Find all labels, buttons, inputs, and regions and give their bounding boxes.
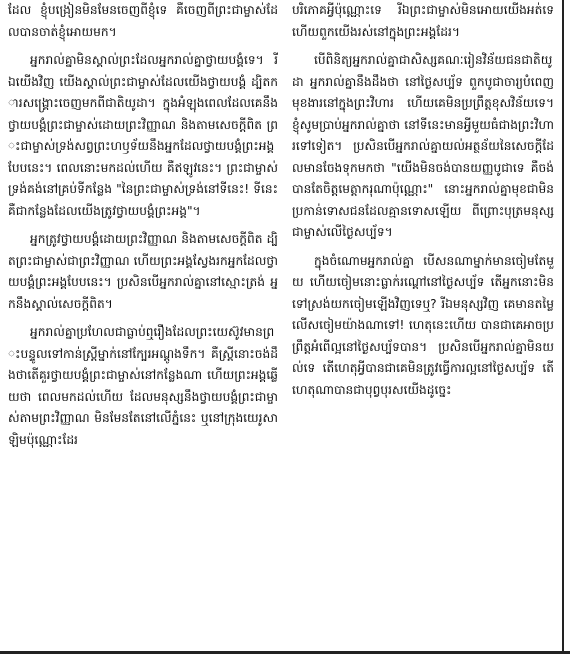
right-margin-rule <box>562 0 564 654</box>
paragraph: បរិភោគអ្វីប៉ុណ្ណោះទេ រីឯព្រះជាម្ចាស់មិនអោយយើងអត់ទេ ហើយពួកយើងរស់នៅក្នុងព្រះអង្គដែរ។ <box>292 3 554 39</box>
paragraph: អ្នករាល់គ្នាប្រហែលជាធ្លាប់ឮរឿងដែលព្រះយេស៊ូវមានព្រះបន្ទូលទៅកាន់ស្ត្រីម្នាក់នៅក្បែរអណ្ដូងទឹក។ គឺស្ត្រីនោះចង់ដឹងថាតើគួរថ្វាយបង្គំព្រះជាម្ចាស់នៅកន្លែងណា ហើយព្រះអង្គឆ្លើយថា ពេលមកដល់ហើយ ដែលមនុស្សនឹងថ្វាយបង្គំព្រះជាម្ចាស់តាមព្រះវិញ្ញាណ មិនមែនតែនៅលើភ្នំនេះ ឬនៅក្រុងយេរូសាឡិមប៉ុណ្ណោះដែរ <box>8 325 278 447</box>
paragraph: បើពិនិត្យអ្នករាល់គ្នាជាសិស្សគណៈរៀនវិន័យជនជាតិយូដា អ្នករាល់គ្នានឹងដឹងថា នៅថ្ងៃសប្ប័ទ ពួកបូជាចារ្យបំពេញមុខងារនៅក្នុងព្រះវិហារ ហើយគេមិនប្រព្រឹត្តខុសវិន័យទេ។ ខ្ញុំសូមប្រាប់អ្នករាល់គ្នាថា នៅទីនេះមានអ្វីមួយធំជាងព្រះវិហារទៅទៀត។ ប្រសិនបើអ្នករាល់គ្នាយល់អត្ថន័យនៃសេចក្ដីដែលមានចែងទុកមកថា "យើងមិនចង់បានយញ្ញបូជាទេ គឺចង់បានតែចិត្តមេត្តាករុណាប៉ុណ្ណោះ" នោះអ្នករាល់គ្នាមុខជាមិនប្រកាន់ទោសជនដែលគ្មានទោសឡើយ ពីព្រោះបុត្រមនុស្សជាម្ចាស់លើថ្ងៃសប្ប័ទ។ <box>292 53 554 239</box>
left-text-column <box>8 0 278 654</box>
right-text-column <box>292 0 554 654</box>
paragraph: ក្នុងចំណោមអ្នករាល់គ្នា បើសនណាម្នាក់មានចៀមតែមួយ ហើយចៀមនោះធ្លាក់រណ្ដៅនៅថ្ងៃសប្ប័ទ តើអ្នកនោះមិនទៅស្រង់យកចៀមឡើងវិញទេឬ? រីឯមនុស្សវិញ គេមានតម្លៃលើសចៀមយ៉ាងណាទៅ! ហេតុនេះហើយ បានជាគេអាចប្រព្រឹត្តអំពើល្អនៅថ្ងៃសប្ប័ទបាន។ ប្រសិនបើអ្នករាល់គ្នាមិនយល់ទេ តើហេតុអ្វីបានជាគេមិនត្រូវធ្វើការល្អនៅថ្ងៃសប្ប័ទ តើហេតុណាបានជាបុព្វបុរសយើងដូច្នេះ <box>292 253 554 397</box>
paragraph: ដែល ខ្ញុំបង្រៀនមិនមែនចេញពីខ្ញុំទេ គឺចេញពីព្រះជាម្ចាស់ដែលបានចាត់ខ្ញុំអោយមក។ <box>8 3 278 39</box>
paragraph: អ្នកត្រូវថ្វាយបង្គំដោយព្រះវិញ្ញាណ និងតាមសេចក្ដីពិត ដ្បិតព្រះជាម្ចាស់ជាព្រះវិញ្ញាណ ហើយព្រះអង្គស្វែងរកអ្នកដែលថ្វាយបង្គំព្រះអង្គបែបនេះ។ ប្រសិនបើអ្នករាល់គ្នានៅស្មោះត្រង់ អ្នកនឹងស្គាល់សេចក្ដីពិត។ <box>8 232 278 311</box>
paragraph: អ្នករាល់គ្នាមិនស្គាល់ព្រះដែលអ្នករាល់គ្នាថ្វាយបង្គំទេ។ រីឯយើងវិញ យើងស្គាល់ព្រះជាម្ចាស់ដែលយើងថ្វាយបង្គំ ដ្បិតការសង្គ្រោះចេញមកពីជាតិយូដា។ ក្នុងអំឡុងពេលដែលគេនឹងថ្វាយបង្គំព្រះជាម្ចាស់ដោយព្រះវិញ្ញាណ និងតាមសេចក្ដីពិត ព្រះជាម្ចាស់ទ្រង់សព្វព្រះហឫទ័យនឹងអ្នកដែលថ្វាយបង្គំព្រះអង្គបែបនេះ។ ពេលនោះមកដល់ហើយ គឺឥឡូវនេះ។ ព្រះជាម្ចាស់ទ្រង់គង់នៅគ្រប់ទីកន្លែង "នៃព្រះជាម្ចាស់ទ្រង់នៅទីនេះ! ទីនេះគឺជាកន្លែងដែលយើងត្រូវថ្វាយបង្គំព្រះអង្គ"។ <box>8 53 278 218</box>
